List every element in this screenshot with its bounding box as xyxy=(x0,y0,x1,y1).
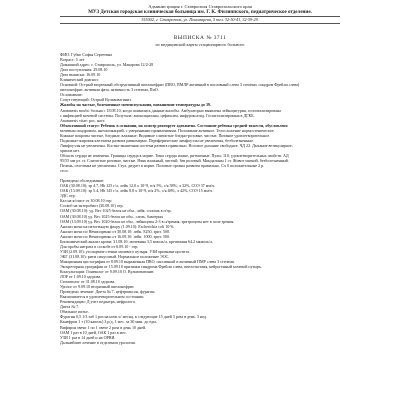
text-line: ОАМ (30.08.10) уд. Вес 1025 белок не обн., слизь, бактерии xyxy=(60,213,163,219)
header-divider-bottom xyxy=(60,23,340,24)
text-line: Экскреторная урография от 15.09.10 признаки синдрома Фрейли слева, пиелоэктазия, нейрогенный мочевой пузырь. xyxy=(60,263,262,269)
text-line: Консультации: Гинеколог от 9.09.10 О. Вульвовагинит. xyxy=(60,269,155,275)
text-line: УЗИ (2.09.10): утолщение стенки мочевого пузыря. УЗИ признаки цистита. xyxy=(60,248,190,254)
text-line: Выписывается в удовлетворительном состоянии. xyxy=(60,294,145,300)
text-line: Домашний адрес: г. Ставрополь, ул. Макарова 12/2-28 xyxy=(60,62,154,68)
text-line: Осложнение: xyxy=(60,92,83,98)
text-line: Анализ мочи на патогенную флору (1.09.10): Escherichia coli 10^6. xyxy=(60,223,175,229)
text-line: Кал на я/глист от 30.08.10 отр. xyxy=(60,198,113,204)
text-line: Дата поступления: 29.08.10 xyxy=(60,67,108,73)
document-title: ВЫПИСКА № 3711 xyxy=(173,35,227,41)
text-line: Область сердца не изменена. Границы сердца в норме. Тоны сердца ясные, ритмичные. Пульс 110, удовлетворительных свойств. АД xyxy=(60,152,289,158)
text-line: Клинический диагноз: xyxy=(60,77,99,83)
text-line: Печень, селезенка не увеличены. Стул, диурез в норме. Половые органы развиты правильно. Сч 0 положительные 2 р. xyxy=(60,163,265,169)
text-line: Уролог от 9.09.10 вторичный пиелонефрит. xyxy=(60,284,135,290)
document-subtitle: из медицинской карты стационарного больного xyxy=(155,42,245,47)
header-administration: Администрация г. Ставрополя Ставропольского края xyxy=(148,4,252,9)
text-line: Anamnesis morbi: больна с 18.08.10, когда появились данные жалобы. Амбулаторно выявлена лейкоцитурия, госпитализирована xyxy=(60,107,281,113)
text-line: Рекомендации: Д учет педиатра, нефролога. xyxy=(60,299,136,305)
header-address: 355002, г. Ставрополь, ул. Пономарева, 5 тел. 32-50-41, 32-59-29. xyxy=(141,17,259,22)
text-line: ЭКГ (31.08.10): ритм синусовый. Нормальное положение ЭОС. xyxy=(60,253,170,259)
text-line: ОАМ 1 раз в 10 дней, ОАК 1 раз в мес. xyxy=(60,329,127,335)
text-line: Кожные покровы чистые, бледные, влажные. Видимые слизистые бледно-розовые, чистые. Питание удовлетворительное. xyxy=(60,132,271,138)
document-body xyxy=(60,52,342,345)
text-line: Лимфоузлы не увеличены. Костно-мышечная система развита правильно. Носовое дыхание свободное. ЧД 22. Дыхание везикулярное, xyxy=(60,142,293,148)
text-line: УЗИ 1 раз в 14 дней и на ОРВИ. xyxy=(60,334,116,340)
text-line: Обильное питье. xyxy=(60,309,89,315)
text-line: Микционная цистография от 8.09.10 выраженная ПВО, пассивный и активный ПМР слева 3 степени. xyxy=(60,258,235,264)
text-line: мочевым синдромом, интоксикацией, с умеренными проявлениями. Положение активное. Телосложение нормостеническое. xyxy=(60,127,275,133)
text-line: ОАМ (30.08.10): уд. Вес 1025 белок не обн., лейк. сплошь в п/зр. xyxy=(60,208,172,214)
text-line: Анализ мочи по Нечипоренко от 16.09.10: лейк. 1000, эрит. 500. xyxy=(60,233,171,239)
text-line: Биохимический анализ крови: 31.08.10: мочевина 3,5 ммоль/л, креатинин 64,2 мкмоль/л. xyxy=(60,238,214,244)
text-line: Объективный статус: Ребенок в сознании, на осмотр реагирует адекватно. Состояние ребенка средней тяжести, обусловлено xyxy=(60,122,288,128)
text-line: Вифирон свечи 1 по 1 свече 2 раза в день 10 дней. xyxy=(60,324,147,330)
text-line: ЛОР от 1.09.10 здорова. xyxy=(60,274,102,280)
text-line: Сопутствующий: Острый Вульвовагинит. xyxy=(60,97,132,103)
text-line: Для пробы нитрата в соскобе от 6.09.10 - отр. xyxy=(60,243,139,249)
text-line: с инфекцией мочевой системы. Получала: амоксициллин, цефиксим, нифуроксазид. Госпитализирована в ДГКБ. xyxy=(60,112,255,118)
text-line: Возраст: 5 лет xyxy=(60,57,85,63)
text-line: Диета № 7. xyxy=(60,304,80,310)
text-line: Проведено обследование: xyxy=(60,178,105,184)
text-line: ФИО: Губко Софья Сергеевна xyxy=(60,52,112,57)
text-line: Anamnesis vitae: рос. наст. xyxy=(60,117,106,123)
text-line: Подкожно-жировая клетчатка развита равномерно. Периферические лимфоузлы не увеличены, безболезненные. xyxy=(60,137,254,143)
text-line: ОАК (30.08.10): эр 4.7, Hb 125 г/л, лейк 12,0 х 10^9, п/я 5%, с/я 58%, л 32%, СОЭ 37 мм/ч. xyxy=(60,183,216,189)
text-line: Дальнейшее лечение в отделении урологии. xyxy=(60,339,136,345)
text-line: Соскоб на энтеробиоз (30.08.10) отр. xyxy=(60,203,124,209)
text-line: хрипов нет. xyxy=(60,147,80,153)
text-line: Основной: Острый вторичный обструктивный пиелонефрит (ПВО, ПМЛР активный в пассивный слева 3 степени, синдром Фрейли слева) xyxy=(60,82,300,88)
text-line: 95/55 мм рт. ст. Слизистые розовые, чистые. Язык влажный, чистый. Зев розовый. Миндалины 1 ст. Живот мягкий, безболезненный. xyxy=(60,157,289,163)
text-line: пиелонефрит, активная фаза, активность 3 степени, ПиО. xyxy=(60,87,159,93)
text-line: ОАМ (13.09.10) уд. Вес 1020 белок не обн., лейкоциты 2-3 в п/зрения, эритроциты нет в поле зрения. xyxy=(60,218,235,224)
text-line: ОАК (13.09.10): эр 5.4, Hb 145 г/л, лейк 8,8 х 10^9, п/я 2%, с/я 48%, л 42%, СОЭ 15 мм/ч. xyxy=(60,188,214,194)
text-line: Канефрон 1 т (10 капель) 3 р/д, 1 мес. за 30 мин. до еды. xyxy=(60,319,157,325)
text-line: Проведено лечение: Диета № 7, цефтриаксон, фурагин. xyxy=(60,289,156,295)
header-hospital-name: МУЗ Детская городская клиническая больница им. Г. К. Филиппского, педиатрическое отделение. xyxy=(88,10,312,15)
text-line: Жалобы на частые, болезненные мочеиспускания, повышение температуры до 39. xyxy=(60,102,211,108)
text-line: Дата выписки: 16.09.10 xyxy=(60,72,101,78)
text-line: Стоматолог от 31.08.10 здорова. xyxy=(60,279,116,285)
text-line: стол. xyxy=(60,168,69,174)
text-line: ЭДС отр. xyxy=(60,193,76,199)
text-line: Фурагин 0,5 1/3 таб 1 раз на ночь ч/ месяц, в следующие 15 дней 3 раза в день. 3 нед. xyxy=(60,314,207,320)
text-line: Анализ мочи по Нечипоренко от 30.08.10: лейк. 8250, эрит. 500. xyxy=(60,228,171,234)
